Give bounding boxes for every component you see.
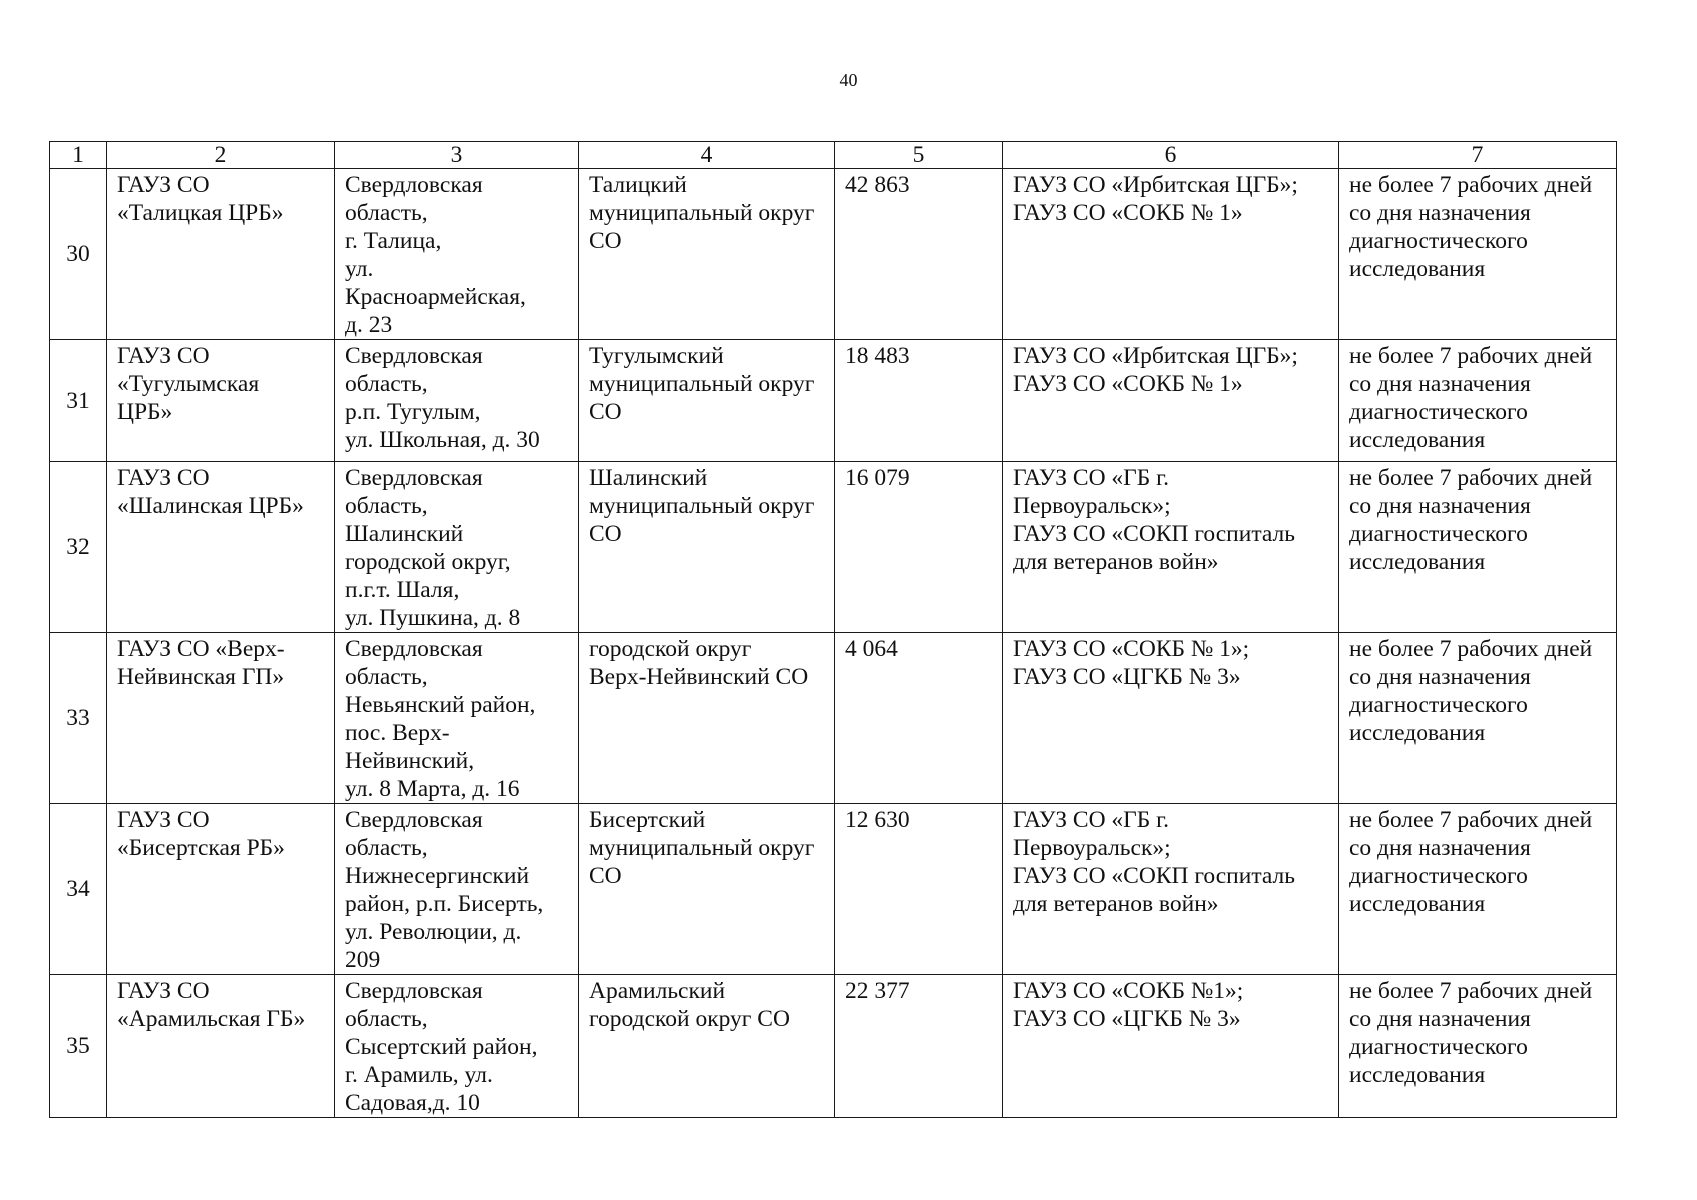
organization-address: Свердловская область, Сысертский район, г. Арамиль, ул. Садовая,д. 10 xyxy=(335,975,579,1118)
population-count: 42 863 xyxy=(835,169,1003,340)
service-area: Талицкий муниципальный округ СО xyxy=(579,169,835,340)
population-count: 12 630 xyxy=(835,804,1003,975)
referral-organizations: ГАУЗ СО «СОКБ №1»; ГАУЗ СО «ЦГКБ № 3» xyxy=(1003,975,1339,1118)
service-area: Тугулымский муниципальный округ СО xyxy=(579,340,835,462)
service-area: Арамильский городской округ СО xyxy=(579,975,835,1118)
referral-organizations: ГАУЗ СО «Ирбитская ЦГБ»; ГАУЗ СО «СОКБ № 1» xyxy=(1003,340,1339,462)
column-header: 6 xyxy=(1003,142,1339,169)
term-text: не более 7 рабочих дней со дня назначения диагностического исследования xyxy=(1339,804,1617,975)
facilities-table xyxy=(49,141,1617,1118)
page-number: 40 xyxy=(839,70,858,90)
header-row xyxy=(50,142,1617,169)
organization-name: ГАУЗ СО «Шалинская ЦРБ» xyxy=(107,462,335,633)
column-header: 4 xyxy=(579,142,835,169)
service-area: Шалинский муниципальный округ СО xyxy=(579,462,835,633)
term-text: не более 7 рабочих дней со дня назначения диагностического исследования xyxy=(1339,169,1617,340)
table-row xyxy=(50,462,1617,633)
population-count: 18 483 xyxy=(835,340,1003,462)
row-number: 32 xyxy=(50,462,107,633)
referral-organizations: ГАУЗ СО «ГБ г. Первоуральск»; ГАУЗ СО «СОКП госпиталь для ветеранов войн» xyxy=(1003,804,1339,975)
referral-organizations: ГАУЗ СО «Ирбитская ЦГБ»; ГАУЗ СО «СОКБ № 1» xyxy=(1003,169,1339,340)
column-header: 1 xyxy=(50,142,107,169)
table-row xyxy=(50,340,1617,462)
term-text: не более 7 рабочих дней со дня назначения диагностического исследования xyxy=(1339,462,1617,633)
service-area: Бисертский муниципальный округ СО xyxy=(579,804,835,975)
organization-name: ГАУЗ СО «Бисертская РБ» xyxy=(107,804,335,975)
table-row xyxy=(50,975,1617,1118)
table-row xyxy=(50,804,1617,975)
row-number: 35 xyxy=(50,975,107,1118)
population-count: 22 377 xyxy=(835,975,1003,1118)
referral-organizations: ГАУЗ СО «СОКБ № 1»; ГАУЗ СО «ЦГКБ № 3» xyxy=(1003,633,1339,804)
column-header: 3 xyxy=(335,142,579,169)
row-number: 31 xyxy=(50,340,107,462)
service-area: городской округ Верх-Нейвинский СО xyxy=(579,633,835,804)
term-text: не более 7 рабочих дней со дня назначения диагностического исследования xyxy=(1339,975,1617,1118)
organization-address: Свердловская область, Нижнесергинский район, р.п. Бисерть, ул. Революции, д. 209 xyxy=(335,804,579,975)
organization-name: ГАУЗ СО «Талицкая ЦРБ» xyxy=(107,169,335,340)
organization-name: ГАУЗ СО «Верх- Нейвинская ГП» xyxy=(107,633,335,804)
organization-address: Свердловская область, г. Талица, ул. Красноармейская, д. 23 xyxy=(335,169,579,340)
population-count: 16 079 xyxy=(835,462,1003,633)
table-row xyxy=(50,633,1617,804)
organization-address: Свердловская область, Шалинский городской округ, п.г.т. Шаля, ул. Пушкина, д. 8 xyxy=(335,462,579,633)
table-row xyxy=(50,169,1617,340)
column-header: 2 xyxy=(107,142,335,169)
row-number: 34 xyxy=(50,804,107,975)
organization-address: Свердловская область, р.п. Тугулым, ул. Школьная, д. 30 xyxy=(335,340,579,462)
organization-address: Свердловская область, Невьянский район, пос. Верх- Нейвинский, ул. 8 Марта, д. 16 xyxy=(335,633,579,804)
organization-name: ГАУЗ СО «Арамильская ГБ» xyxy=(107,975,335,1118)
term-text: не более 7 рабочих дней со дня назначения диагностического исследования xyxy=(1339,633,1617,804)
organization-name: ГАУЗ СО «Тугулымская ЦРБ» xyxy=(107,340,335,462)
column-header: 5 xyxy=(835,142,1003,169)
column-header: 7 xyxy=(1339,142,1617,169)
row-number: 33 xyxy=(50,633,107,804)
referral-organizations: ГАУЗ СО «ГБ г. Первоуральск»; ГАУЗ СО «СОКП госпиталь для ветеранов войн» xyxy=(1003,462,1339,633)
term-text: не более 7 рабочих дней со дня назначения диагностического исследования xyxy=(1339,340,1617,462)
row-number: 30 xyxy=(50,169,107,340)
population-count: 4 064 xyxy=(835,633,1003,804)
